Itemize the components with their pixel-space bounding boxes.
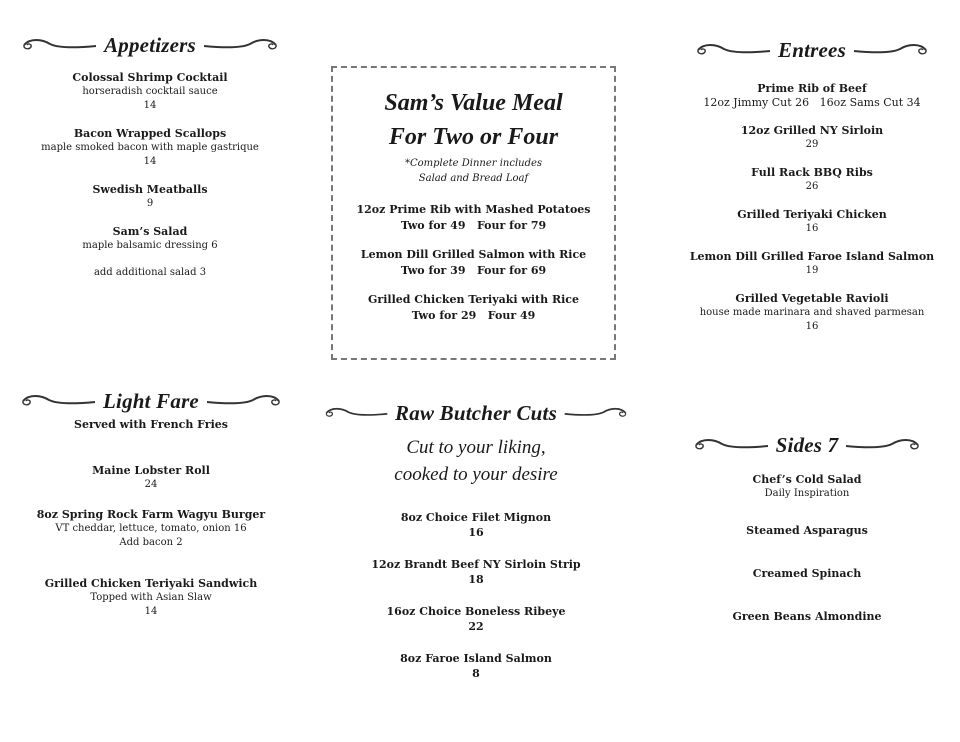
left-flourish-icon — [19, 392, 97, 410]
value-meal-item — [333, 292, 614, 324]
menu-item — [672, 609, 942, 624]
light-fare-subtitle: Served with French Fries — [74, 418, 228, 431]
item-description: horseradish cocktail sauce — [82, 86, 218, 97]
meal-name: Grilled Chicken Teriyaki with Rice — [368, 293, 579, 306]
value-meal-item — [333, 202, 614, 234]
item-price: 26 — [805, 181, 819, 192]
item-description: maple balsamic dressing 6 — [82, 240, 218, 251]
item-name: Sam’s Salad — [112, 225, 188, 238]
menu-item — [326, 651, 626, 682]
entrees-title: Entrees — [778, 37, 846, 62]
meal-name: Lemon Dill Grilled Salmon with Rice — [360, 248, 587, 261]
meal-name: 12oz Prime Rib with Mashed Potatoes — [356, 203, 591, 216]
item-name: Lemon Dill Grilled Faroe Island Salmon — [689, 250, 935, 263]
item-name: Bacon Wrapped Scallops — [73, 127, 227, 140]
butcher-tagline: Cut to your liking, — [406, 437, 546, 458]
value-meal-subtitle: For Two or Four — [388, 124, 559, 150]
item-name: Swedish Meatballs — [92, 183, 208, 196]
item-name: Grilled Teriyaki Chicken — [737, 208, 887, 221]
item-name: Creamed Spinach — [752, 567, 862, 580]
right-flourish-icon — [205, 392, 283, 410]
menu-item — [20, 576, 282, 619]
right-flourish-icon — [563, 404, 629, 422]
sides-title: Sides 7 — [775, 432, 839, 457]
menu-item — [20, 182, 280, 211]
item-price: 19 — [805, 265, 819, 276]
item-price: 29 — [805, 139, 819, 150]
meal-price: Two for 49 Four for 79 — [400, 219, 547, 232]
item-name: Green Beans Almondine — [732, 610, 882, 623]
appetizers-section — [20, 30, 280, 280]
item-price: 16 — [805, 223, 819, 234]
item-price: 18 — [468, 573, 484, 586]
menu-item — [680, 207, 944, 236]
item-addon: Add bacon 2 — [119, 537, 183, 548]
menu-item — [680, 291, 944, 334]
meal-price: Two for 39 Four for 69 — [400, 264, 547, 277]
menu-item — [672, 566, 942, 581]
menu-item — [672, 472, 942, 501]
right-flourish-icon — [844, 436, 922, 454]
menu-note — [20, 266, 280, 280]
item-name: 12oz Grilled NY Sirloin — [740, 124, 884, 137]
light-fare-section — [20, 386, 282, 619]
value-meal-title: Sam’s Value Meal — [384, 90, 563, 116]
light-fare-title: Light Fare — [103, 388, 199, 413]
butcher-title: Raw Butcher Cuts — [395, 400, 557, 425]
butcher-heading — [326, 398, 626, 428]
menu-item — [680, 123, 944, 152]
item-name: Maine Lobster Roll — [92, 464, 210, 477]
item-price: 14 — [143, 100, 157, 111]
value-meal-note: *Complete Dinner includes — [404, 158, 543, 169]
item-price: 22 — [468, 620, 484, 633]
appetizers-heading — [20, 30, 280, 60]
item-price: 14 — [144, 606, 158, 617]
left-flourish-icon — [692, 436, 770, 454]
right-flourish-icon — [852, 41, 930, 59]
item-description: 12oz Jimmy Cut 26 16oz Sams Cut 34 — [703, 96, 921, 109]
menu-item — [326, 557, 626, 588]
menu-item — [20, 224, 280, 253]
item-price: 16 — [805, 321, 819, 332]
menu-item — [326, 510, 626, 541]
item-name: 8oz Faroe Island Salmon — [400, 652, 552, 665]
butcher-tagline: cooked to your desire — [394, 464, 558, 485]
menu-item — [680, 165, 944, 194]
add-salad-note: add additional salad 3 — [93, 267, 207, 278]
item-price: 16 — [468, 526, 484, 539]
item-description: Topped with Asian Slaw — [90, 592, 212, 603]
butcher-section — [326, 398, 626, 682]
menu-item — [672, 523, 942, 538]
menu-item — [20, 70, 280, 113]
item-name: Steamed Asparagus — [746, 524, 868, 537]
item-description: maple smoked bacon with maple gastrique — [41, 142, 259, 153]
item-price: 14 — [143, 156, 157, 167]
entrees-heading — [680, 35, 944, 65]
left-flourish-icon — [694, 41, 772, 59]
light-fare-heading — [20, 386, 282, 416]
item-name: Grilled Vegetable Ravioli — [735, 292, 889, 305]
appetizers-title: Appetizers — [104, 32, 196, 57]
menu-item — [326, 604, 626, 635]
menu-item — [680, 81, 944, 110]
item-name: Grilled Chicken Teriyaki Sandwich — [44, 577, 258, 590]
sides-heading — [672, 430, 942, 460]
item-name: Colossal Shrimp Cocktail — [72, 71, 228, 84]
item-name: Prime Rib of Beef — [757, 82, 867, 95]
item-name: 12oz Brandt Beef NY Sirloin Strip — [371, 558, 581, 571]
item-description: Daily Inspiration — [764, 488, 850, 499]
left-flourish-icon — [20, 36, 98, 54]
meal-price: Two for 29 Four 49 — [411, 309, 536, 322]
left-flourish-icon — [323, 404, 389, 422]
item-name: 16oz Choice Boneless Ribeye — [386, 605, 566, 618]
menu-item — [20, 126, 280, 169]
menu-item — [20, 463, 282, 492]
item-name: 8oz Spring Rock Farm Wagyu Burger — [36, 508, 266, 521]
item-price: 8 — [472, 667, 480, 680]
item-price: 24 — [144, 479, 158, 490]
menu-item — [680, 249, 944, 278]
item-name: Chef’s Cold Salad — [752, 473, 862, 486]
value-meal-item — [333, 247, 614, 279]
item-price: 9 — [146, 198, 154, 209]
item-name: 8oz Choice Filet Mignon — [400, 511, 552, 524]
item-description: VT cheddar, lettuce, tomato, onion 16 — [55, 523, 247, 534]
entrees-section — [680, 35, 944, 334]
sides-section — [672, 430, 942, 624]
value-meal-note: Salad and Bread Loaf — [418, 173, 529, 184]
menu-item — [20, 507, 282, 550]
value-meal-box — [331, 66, 616, 360]
item-name: Full Rack BBQ Ribs — [751, 166, 873, 179]
right-flourish-icon — [202, 36, 280, 54]
item-description: house made marinara and shaved parmesan — [699, 307, 925, 318]
